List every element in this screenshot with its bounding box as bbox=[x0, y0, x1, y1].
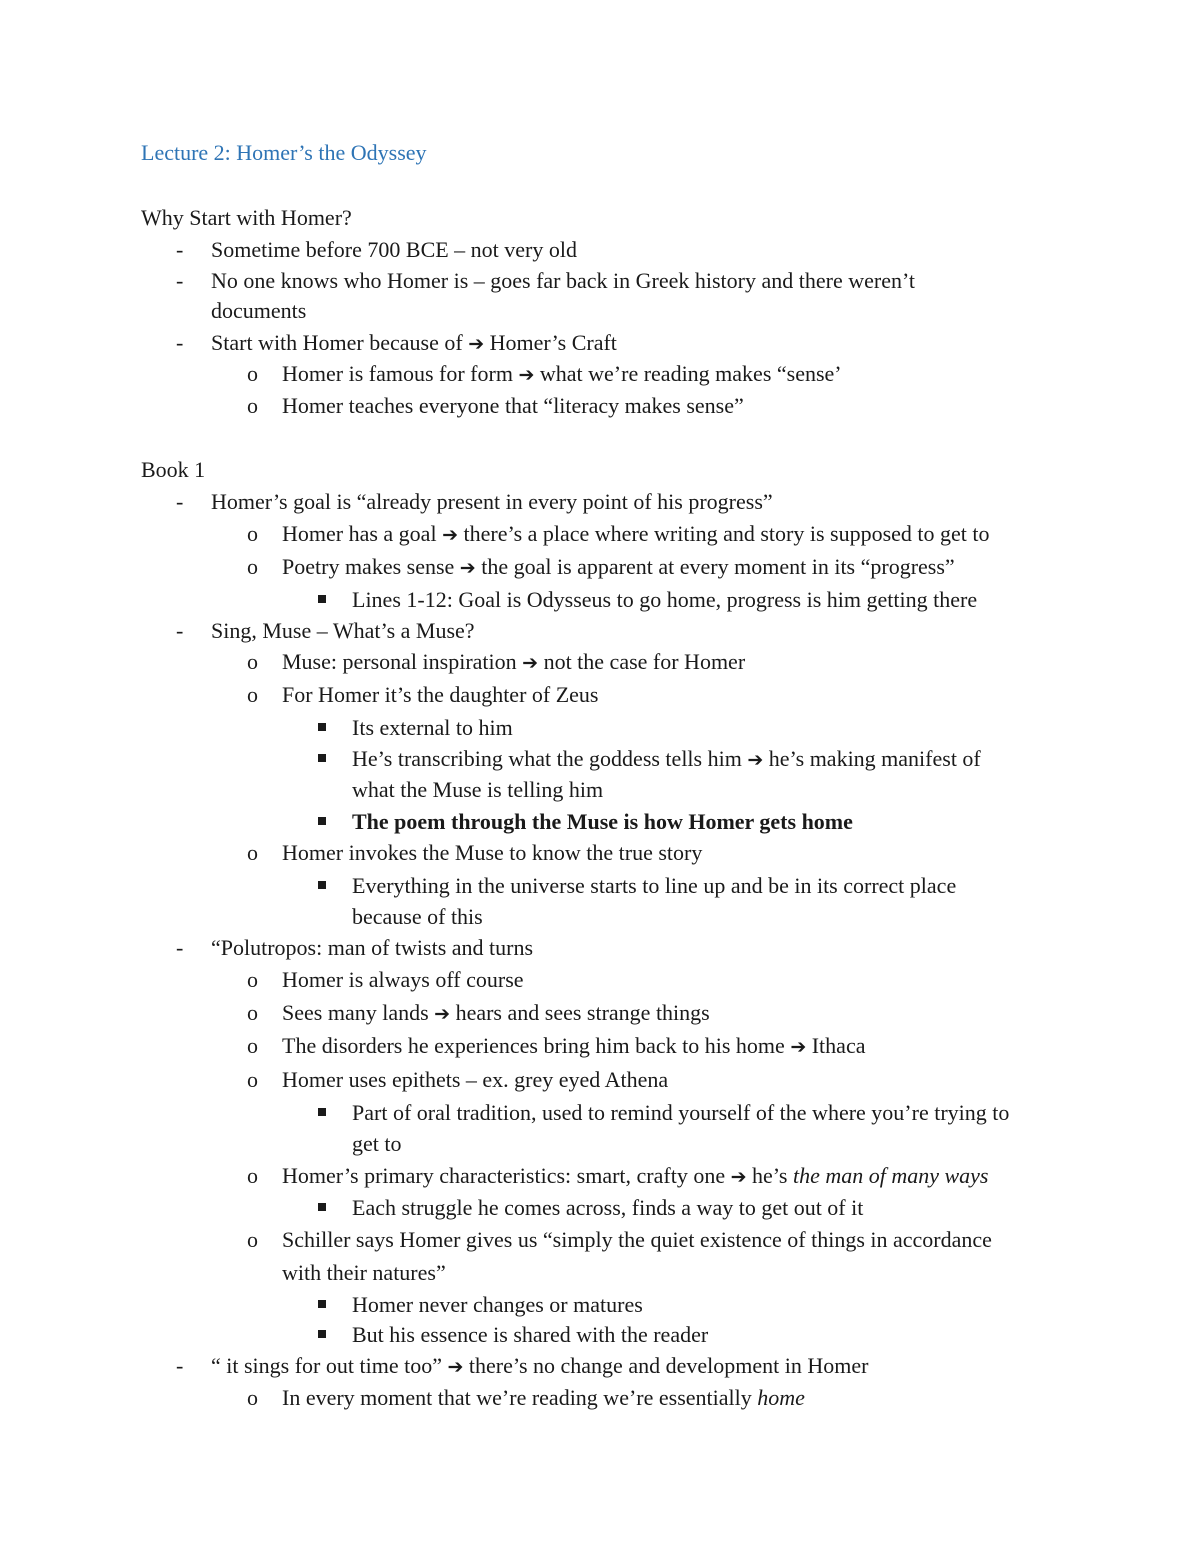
bullet-it-sings: “ it sings for out time too” ➔ there’s no change and development in Homer bbox=[211, 1353, 869, 1378]
point-poem-muse-home: The poem through the Muse is how Homer gets home bbox=[352, 809, 853, 834]
circle-marker: o bbox=[247, 361, 258, 386]
sub-bullet-essentially-home: In every moment that we’re reading we’re essentially home bbox=[282, 1385, 805, 1410]
bullet-unknown-homer: No one knows who Homer is – goes far back in Greek history and there weren’t bbox=[211, 268, 916, 293]
circle-marker: o bbox=[247, 1163, 258, 1188]
dash-marker: - bbox=[176, 1353, 184, 1378]
arrow-icon: ➔ bbox=[447, 1356, 464, 1378]
square-bullet-icon bbox=[318, 1108, 326, 1116]
point-transcribing-cont: what the Muse is telling him bbox=[352, 777, 604, 802]
square-bullet-icon bbox=[318, 754, 326, 762]
sub-bullet-daughter-zeus: For Homer it’s the daughter of Zeus bbox=[282, 682, 599, 707]
arrow-icon: ➔ bbox=[747, 749, 764, 771]
circle-marker: o bbox=[247, 1227, 258, 1252]
circle-marker: o bbox=[247, 649, 258, 674]
sub-bullet-disorders: The disorders he experiences bring him back to his home ➔ Ithaca bbox=[282, 1033, 866, 1058]
circle-marker: o bbox=[247, 554, 258, 579]
point-lines-1-12: Lines 1-12: Goal is Odysseus to go home, progress is him getting there bbox=[352, 587, 978, 612]
arrow-icon: ➔ bbox=[459, 557, 476, 579]
sub-bullet-muse-inspiration: Muse: personal inspiration ➔ not the case for Homer bbox=[282, 649, 746, 674]
circle-marker: o bbox=[247, 521, 258, 546]
lecture-title: Lecture 2: Homer’s the Odyssey bbox=[141, 140, 427, 165]
circle-marker: o bbox=[247, 1067, 258, 1092]
square-bullet-icon bbox=[318, 1330, 326, 1338]
sub-bullet-schiller-cont: with their natures” bbox=[282, 1260, 446, 1285]
sub-bullet-form: Homer is famous for form ➔ what we’re reading makes “sense’ bbox=[282, 361, 842, 386]
point-each-struggle: Each struggle he comes across, finds a way to get out of it bbox=[352, 1195, 864, 1220]
circle-marker: o bbox=[247, 1385, 258, 1410]
point-universe-line-up: Everything in the universe starts to line up and be in its correct place bbox=[352, 873, 957, 898]
square-bullet-icon bbox=[318, 817, 326, 825]
square-bullet-icon bbox=[318, 723, 326, 731]
dash-marker: - bbox=[176, 935, 184, 960]
circle-marker: o bbox=[247, 393, 258, 418]
arrow-icon: ➔ bbox=[522, 652, 539, 674]
bullet-sing-muse: Sing, Muse – What’s a Muse? bbox=[211, 618, 475, 643]
section-heading-why-homer: Why Start with Homer? bbox=[141, 205, 352, 230]
point-oral-tradition-cont: get to bbox=[352, 1131, 402, 1156]
arrow-icon: ➔ bbox=[468, 333, 485, 355]
arrow-icon: ➔ bbox=[434, 1003, 451, 1025]
circle-marker: o bbox=[247, 840, 258, 865]
square-bullet-icon bbox=[318, 1203, 326, 1211]
square-bullet-icon bbox=[318, 881, 326, 889]
bullet-unknown-homer-cont: documents bbox=[211, 298, 307, 323]
sub-bullet-many-lands: Sees many lands ➔ hears and sees strange things bbox=[282, 1000, 710, 1025]
bullet-polutropos: “Polutropos: man of twists and turns bbox=[211, 935, 534, 960]
point-never-changes: Homer never changes or matures bbox=[352, 1292, 643, 1317]
arrow-icon: ➔ bbox=[730, 1166, 747, 1188]
circle-marker: o bbox=[247, 1000, 258, 1025]
square-bullet-icon bbox=[318, 1300, 326, 1308]
dash-marker: - bbox=[176, 268, 184, 293]
circle-marker: o bbox=[247, 682, 258, 707]
bullet-homers-craft: Start with Homer because of ➔ Homer’s Craft bbox=[211, 330, 617, 355]
sub-bullet-goal: Homer has a goal ➔ there’s a place where writing and story is supposed to get to bbox=[282, 521, 990, 546]
sub-bullet-poetry: Poetry makes sense ➔ the goal is apparent at every moment in its “progress” bbox=[282, 554, 955, 579]
arrow-icon: ➔ bbox=[518, 364, 535, 386]
point-universe-line-up-cont: because of this bbox=[352, 904, 483, 929]
sub-bullet-literacy: Homer teaches everyone that “literacy makes sense” bbox=[282, 393, 744, 418]
sub-bullet-invokes-muse: Homer invokes the Muse to know the true story bbox=[282, 840, 703, 865]
point-oral-tradition: Part of oral tradition, used to remind yourself of the where you’re trying to bbox=[352, 1100, 1010, 1125]
sub-bullet-schiller: Schiller says Homer gives us “simply the quiet existence of things in accordance bbox=[282, 1227, 992, 1252]
bullet-homers-goal: Homer’s goal is “already present in every point of his progress” bbox=[211, 489, 773, 514]
sub-bullet-off-course: Homer is always off course bbox=[282, 967, 524, 992]
arrow-icon: ➔ bbox=[790, 1036, 807, 1058]
point-external: Its external to him bbox=[352, 715, 513, 740]
dash-marker: - bbox=[176, 330, 184, 355]
circle-marker: o bbox=[247, 967, 258, 992]
dash-marker: - bbox=[176, 618, 184, 643]
point-essence-shared: But his essence is shared with the reader bbox=[352, 1322, 709, 1347]
bullet-date: Sometime before 700 BCE – not very old bbox=[211, 237, 577, 262]
square-bullet-icon bbox=[318, 595, 326, 603]
sub-bullet-characteristics: Homer’s primary characteristics: smart, crafty one ➔ he’s the man of many ways bbox=[282, 1163, 989, 1188]
point-transcribing: He’s transcribing what the goddess tells him ➔ he’s making manifest of bbox=[352, 746, 981, 771]
circle-marker: o bbox=[247, 1033, 258, 1058]
sub-bullet-epithets: Homer uses epithets – ex. grey eyed Athena bbox=[282, 1067, 669, 1092]
section-heading-book-1: Book 1 bbox=[141, 457, 206, 482]
arrow-icon: ➔ bbox=[442, 524, 458, 546]
dash-marker: - bbox=[176, 237, 184, 262]
dash-marker: - bbox=[176, 489, 184, 514]
